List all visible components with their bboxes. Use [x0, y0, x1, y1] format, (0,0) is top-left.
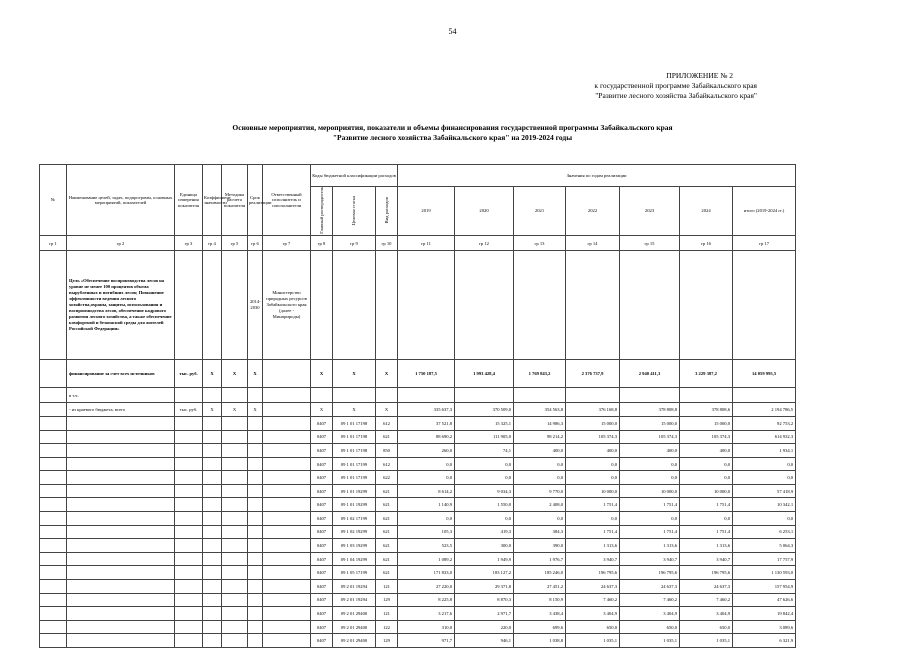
header-budget-codes: Коды бюджетной классификации расходов	[311, 165, 398, 187]
graph-number-cell: гр 17	[733, 236, 796, 251]
header-glav: Главный распорядитель	[311, 187, 333, 236]
row-value: 6 253,1	[733, 525, 796, 539]
row-glav: 0407	[311, 484, 333, 498]
row-value: 400,0	[514, 444, 566, 458]
row-vid: 850	[376, 444, 398, 458]
financing-vid: X	[376, 360, 398, 388]
row-value: 1 140,9	[398, 498, 455, 512]
header-total: итого (2019-2024 гг.)	[733, 187, 796, 236]
financing-value-2024: 3 229 387,2	[680, 360, 733, 388]
row-vid: 121	[376, 607, 398, 621]
row-value: 0,0	[680, 457, 733, 471]
graph-number-cell: гр 2	[67, 236, 175, 251]
financing-celev: X	[333, 360, 376, 388]
row-value: 3 940,7	[620, 552, 680, 566]
regional-celev: X	[333, 403, 376, 417]
row-value: 310,0	[398, 620, 455, 634]
row-value: 8 150,9	[514, 593, 566, 607]
row-value: 1 313,6	[620, 539, 680, 553]
row-value: 3 940,7	[680, 552, 733, 566]
financing-row	[40, 360, 796, 388]
header-unit: Единица измерения показателя	[175, 165, 203, 236]
row-glav: 0407	[311, 430, 333, 444]
regional-label: - из краевого бюджета, всего	[67, 403, 175, 417]
row-value: 10 000,0	[566, 484, 620, 498]
row-value: 3 438,4	[514, 607, 566, 621]
graph-number-cell: гр 11	[398, 236, 455, 251]
row-value: 0,0	[620, 457, 680, 471]
header-vid: Вид расходов	[376, 187, 398, 236]
graph-number-cell: гр 3	[175, 236, 203, 251]
row-value: 650,0	[680, 620, 733, 634]
table-row	[40, 620, 796, 634]
financing-coef: X	[203, 360, 222, 388]
row-value: 15 325,1	[455, 416, 514, 430]
row-glav: 0407	[311, 416, 333, 430]
row-glav: 0407	[311, 539, 333, 553]
row-glav: 0407	[311, 498, 333, 512]
regional-unit: тыс. руб.	[175, 403, 203, 417]
header-year-2019: 2019	[398, 187, 455, 236]
row-value: 1 751,4	[620, 498, 680, 512]
row-value: 196 795,6	[566, 566, 620, 580]
financing-label: финансирование за счет всех источников	[67, 360, 175, 388]
row-value: 8 225,8	[398, 593, 455, 607]
row-glav: 0407	[311, 593, 333, 607]
financing-value-2020: 1 993 428,4	[455, 360, 514, 388]
row-value: 0,0	[733, 471, 796, 485]
graph-number-cell: гр 7	[263, 236, 311, 251]
row-value: 0,0	[566, 471, 620, 485]
row-celev: 09 2 01 29400	[333, 634, 376, 648]
row-vid: 621	[376, 430, 398, 444]
row-value: 105,3	[398, 525, 455, 539]
row-value: 111 905,0	[455, 430, 514, 444]
vtch-row	[40, 388, 796, 403]
row-vid: 122	[376, 620, 398, 634]
row-value: 0,0	[398, 457, 455, 471]
row-value: 390,0	[514, 539, 566, 553]
financing-method: X	[222, 360, 248, 388]
row-value: 185 246,0	[514, 566, 566, 580]
regional-term: X	[248, 403, 263, 417]
regional-value-2021: 354 563,8	[514, 403, 566, 417]
row-value: 29 371,8	[455, 580, 514, 594]
row-value: 0,0	[514, 512, 566, 526]
row-value: 27 451,2	[514, 580, 566, 594]
row-glav: 0407	[311, 620, 333, 634]
table-row	[40, 552, 796, 566]
row-value: 0,0	[398, 512, 455, 526]
row-value: 0,0	[566, 457, 620, 471]
row-value: 105 374,3	[680, 430, 733, 444]
row-value: 14 986,3	[514, 416, 566, 430]
row-value: 24 637,3	[680, 580, 733, 594]
row-value: 183 127,2	[455, 566, 514, 580]
header-celev: Целевая статья	[333, 187, 376, 236]
table-row	[40, 444, 796, 458]
row-celev: 09 1 01 17199	[333, 457, 376, 471]
row-value: 19 842,4	[733, 607, 796, 621]
header-name: Наименование целей, задач, подпрограмм, основных мероприятий, показателей	[67, 165, 175, 236]
row-value: 157 954,9	[733, 580, 796, 594]
row-celev: 09 1 01 17199	[333, 471, 376, 485]
table-row	[40, 512, 796, 526]
row-value: 10 000,0	[680, 484, 733, 498]
appendix-program-name: "Развитие лесного хозяйства Забайкальского края"	[595, 91, 757, 100]
row-value: 37 521,8	[398, 416, 455, 430]
graph-number-cell: гр 13	[514, 236, 566, 251]
row-value: 3 404,9	[566, 607, 620, 621]
row-value: 650,0	[620, 620, 680, 634]
table-row	[40, 498, 796, 512]
row-value: 1 035,1	[566, 634, 620, 648]
goal-row	[40, 251, 796, 360]
financing-value-2023: 2 940 411,3	[620, 360, 680, 388]
financing-value-2021: 1 769 843,2	[514, 360, 566, 388]
row-value: 1 751,4	[620, 525, 680, 539]
row-value: 105 374,3	[566, 430, 620, 444]
row-vid: 622	[376, 471, 398, 485]
row-glav: 0407	[311, 457, 333, 471]
row-glav: 0407	[311, 607, 333, 621]
row-value: 171 833,0	[398, 566, 455, 580]
graph-number-cell: гр 1	[40, 236, 67, 251]
row-vid: 621	[376, 539, 398, 553]
row-value: 196 795,6	[680, 566, 733, 580]
row-glav: 0407	[311, 444, 333, 458]
row-vid: 612	[376, 416, 398, 430]
row-glav: 0407	[311, 512, 333, 526]
header-values-by-years: Значения по годам реализации	[398, 165, 796, 187]
row-vid: 621	[376, 525, 398, 539]
row-value: 0,0	[680, 512, 733, 526]
financing-value-total: 14 059 995,5	[733, 360, 796, 388]
row-value: 9 770,0	[514, 484, 566, 498]
row-vid: 621	[376, 484, 398, 498]
row-celev: 09 1 04 19299	[333, 552, 376, 566]
row-value: 2 408,0	[514, 498, 566, 512]
table-row	[40, 525, 796, 539]
goal-text: Цель «Обеспечение воспроизводства лесов на уровне не менее 100 процентов объема вырубленных и погибших лесов; Повышение эффективности ведения лесного хозяйства,охраны, защиты, использования и воспроизводства лесов, обеспечение кадрового развития лесного хозяйства, а также обеспечение комфортной и безопасной среды для жителей Российской Федерации»	[67, 251, 175, 360]
row-celev: 09 2 01 19294	[333, 580, 376, 594]
row-value: 1 550,0	[455, 498, 514, 512]
financing-value-2022: 2 376 737,9	[566, 360, 620, 388]
row-value: 1 313,6	[680, 539, 733, 553]
row-value: 946,1	[455, 634, 514, 648]
row-value: 2 971,7	[455, 607, 514, 621]
row-glav: 0407	[311, 552, 333, 566]
row-value: 260,0	[398, 444, 455, 458]
row-value: 17 757,9	[733, 552, 796, 566]
graph-number-cell: гр 16	[680, 236, 733, 251]
table-row	[40, 457, 796, 471]
graph-number-cell: гр 15	[620, 236, 680, 251]
row-celev: 09 1 01 17198	[333, 444, 376, 458]
row-celev: 09 1 02 17199	[333, 512, 376, 526]
financing-unit: тыс. руб.	[175, 360, 203, 388]
row-value: 0,0	[514, 471, 566, 485]
graph-number-cell: гр 10	[376, 236, 398, 251]
graph-number-cell: гр 6	[248, 236, 263, 251]
row-value: 1 130 593,0	[733, 566, 796, 580]
row-value: 1 751,4	[680, 498, 733, 512]
row-value: 400,0	[620, 444, 680, 458]
header-year-2024: 2024	[680, 187, 733, 236]
row-value: 7 460,2	[680, 593, 733, 607]
regional-coef: X	[203, 403, 222, 417]
row-celev: 09 1 01 17198	[333, 416, 376, 430]
header-coef: Коэффициент значимости	[203, 165, 222, 236]
row-value: 971,7	[398, 634, 455, 648]
row-value: 0,0	[398, 471, 455, 485]
row-value: 15 000,0	[566, 416, 620, 430]
row-value: 27 220,0	[398, 580, 455, 594]
graph-number-cell: гр 5	[222, 236, 248, 251]
row-celev: 09 1 01 17198	[333, 430, 376, 444]
table-row	[40, 580, 796, 594]
row-value: 523,5	[398, 539, 455, 553]
row-value: 400,0	[566, 444, 620, 458]
vtch-label: в т.ч.	[67, 388, 175, 403]
row-glav: 0407	[311, 580, 333, 594]
table-row	[40, 539, 796, 553]
row-value: 88 690,2	[398, 430, 455, 444]
graph-number-cell: гр 8	[311, 236, 333, 251]
row-value: 1 035,1	[680, 634, 733, 648]
appendix-subtitle: к государственной программе Забайкальского края	[594, 81, 757, 90]
row-celev: 09 1 01 19299	[333, 484, 376, 498]
row-value: 0,0	[680, 471, 733, 485]
row-value: 9 034,3	[455, 484, 514, 498]
table-row	[40, 566, 796, 580]
header-responsible: Ответственный исполнитель и соисполнители	[263, 165, 311, 236]
row-value: 400,0	[680, 444, 733, 458]
row-celev: 09 1 02 19299	[333, 525, 376, 539]
row-value: 15 000,0	[680, 416, 733, 430]
row-value: 1 751,4	[680, 525, 733, 539]
financing-term: X	[248, 360, 263, 388]
graph-number-cell: гр 12	[455, 236, 514, 251]
header-year-2020: 2020	[455, 187, 514, 236]
row-celev: 09 1 05 17199	[333, 566, 376, 580]
table-row	[40, 471, 796, 485]
table-row	[40, 593, 796, 607]
row-value: 10 000,0	[620, 484, 680, 498]
row-value: 5 064,3	[733, 539, 796, 553]
regional-method: X	[222, 403, 248, 417]
row-celev: 09 1 03 19299	[333, 539, 376, 553]
row-value: 1 089,2	[398, 552, 455, 566]
row-value: 0,0	[455, 457, 514, 471]
row-vid: 612	[376, 457, 398, 471]
row-celev: 09 2 01 19294	[333, 593, 376, 607]
graph-number-cell: гр 9	[333, 236, 376, 251]
row-glav: 0407	[311, 471, 333, 485]
row-value: 7 460,2	[620, 593, 680, 607]
row-value: 0,0	[733, 457, 796, 471]
financing-value-2019: 1 750 187,5	[398, 360, 455, 388]
row-value: 57 418,9	[733, 484, 796, 498]
table-row	[40, 430, 796, 444]
header-num: №	[40, 165, 67, 236]
header-year-2021: 2021	[514, 187, 566, 236]
row-value: 1 313,6	[566, 539, 620, 553]
row-value: 3 404,9	[680, 607, 733, 621]
row-value: 8 614,2	[398, 484, 455, 498]
row-glav: 0407	[311, 634, 333, 648]
row-value: 0,0	[455, 471, 514, 485]
regional-value-2023: 378 808,8	[620, 403, 680, 417]
row-vid: 621	[376, 552, 398, 566]
financing-table	[39, 164, 796, 648]
header-year-2022: 2022	[566, 187, 620, 236]
row-glav: 0407	[311, 566, 333, 580]
row-vid: 621	[376, 512, 398, 526]
table-row	[40, 416, 796, 430]
row-value: 47 626,6	[733, 593, 796, 607]
row-glav: 0407	[311, 525, 333, 539]
document-title-line-2: "Развитие лесного хозяйства Забайкальского края" на 2019-2024 годы	[332, 133, 573, 142]
row-value: 0,0	[620, 471, 680, 485]
row-value: 3 940,7	[566, 552, 620, 566]
row-value: 1 949,9	[455, 552, 514, 566]
row-value: 92 753,2	[733, 416, 796, 430]
row-value: 15 000,0	[620, 416, 680, 430]
regional-value-2022: 376 168,8	[566, 403, 620, 417]
row-value: 699,6	[514, 620, 566, 634]
page-number: 54	[448, 27, 457, 36]
row-vid: 621	[376, 566, 398, 580]
row-vid: 621	[376, 498, 398, 512]
row-value: 24 637,3	[566, 580, 620, 594]
goal-responsible: Министерство природных ресурсов Забайкальского края (далее - Минприроды)	[263, 251, 311, 360]
regional-value-2024: 378 808,6	[680, 403, 733, 417]
goal-term: 2014-2030	[248, 251, 263, 360]
header-method: Методика расчета показателя	[222, 165, 248, 236]
regional-glav: X	[311, 403, 333, 417]
row-value: 300,0	[455, 539, 514, 553]
row-value: 220,0	[455, 620, 514, 634]
graph-number-cell: гр 14	[566, 236, 620, 251]
row-value: 1 751,4	[566, 525, 620, 539]
financing-glav: X	[311, 360, 333, 388]
appendix-title: ПРИЛОЖЕНИЕ № 2	[666, 71, 733, 80]
row-value: 1 934,1	[733, 444, 796, 458]
table-row	[40, 634, 796, 648]
regional-value-2020: 370 509,0	[455, 403, 514, 417]
regional-vid: X	[376, 403, 398, 417]
row-value: 1 035,1	[620, 634, 680, 648]
regional-row	[40, 403, 796, 417]
row-value: 6 321,9	[733, 634, 796, 648]
row-celev: 09 2 01 29400	[333, 607, 376, 621]
document-title	[0, 123, 905, 143]
regional-value-2019: 335 637,3	[398, 403, 455, 417]
row-vid: 129	[376, 593, 398, 607]
table-row	[40, 607, 796, 621]
row-celev: 09 2 01 29400	[333, 620, 376, 634]
row-value: 105 374,3	[620, 430, 680, 444]
row-value: 1 751,4	[566, 498, 620, 512]
row-value: 0,0	[733, 512, 796, 526]
document-title-line-1: Основные мероприятия, мероприятия, показатели и объемы финансирования государственной программы Забайкальского края	[232, 123, 673, 132]
row-value: 0,0	[566, 512, 620, 526]
row-value: 3 089,6	[733, 620, 796, 634]
row-celev: 09 1 01 19299	[333, 498, 376, 512]
row-value: 419,3	[455, 525, 514, 539]
row-value: 10 342,1	[733, 498, 796, 512]
row-value: 650,0	[566, 620, 620, 634]
row-value: 7 460,2	[566, 593, 620, 607]
regional-value-total: 2 194 786,5	[733, 403, 796, 417]
row-value: 3 217,6	[398, 607, 455, 621]
header-term: Срок реализации	[248, 165, 263, 236]
table-row	[40, 484, 796, 498]
row-value: 0,0	[455, 512, 514, 526]
row-value: 8 870,3	[455, 593, 514, 607]
row-value: 1 038,8	[514, 634, 566, 648]
row-value: 74,1	[455, 444, 514, 458]
row-value: 614 932,3	[733, 430, 796, 444]
appendix-block	[594, 71, 757, 101]
row-value: 384,3	[514, 525, 566, 539]
header-year-2023: 2023	[620, 187, 680, 236]
graph-number-cell: гр 4	[203, 236, 222, 251]
graph-number-row	[40, 236, 796, 251]
row-value: 0,0	[514, 457, 566, 471]
row-value: 3 404,9	[620, 607, 680, 621]
row-value: 1 976,7	[514, 552, 566, 566]
row-value: 196 795,6	[620, 566, 680, 580]
row-value: 98 214,2	[514, 430, 566, 444]
row-vid: 121	[376, 580, 398, 594]
row-vid: 129	[376, 634, 398, 648]
row-value: 24 637,3	[620, 580, 680, 594]
row-value: 0,0	[620, 512, 680, 526]
